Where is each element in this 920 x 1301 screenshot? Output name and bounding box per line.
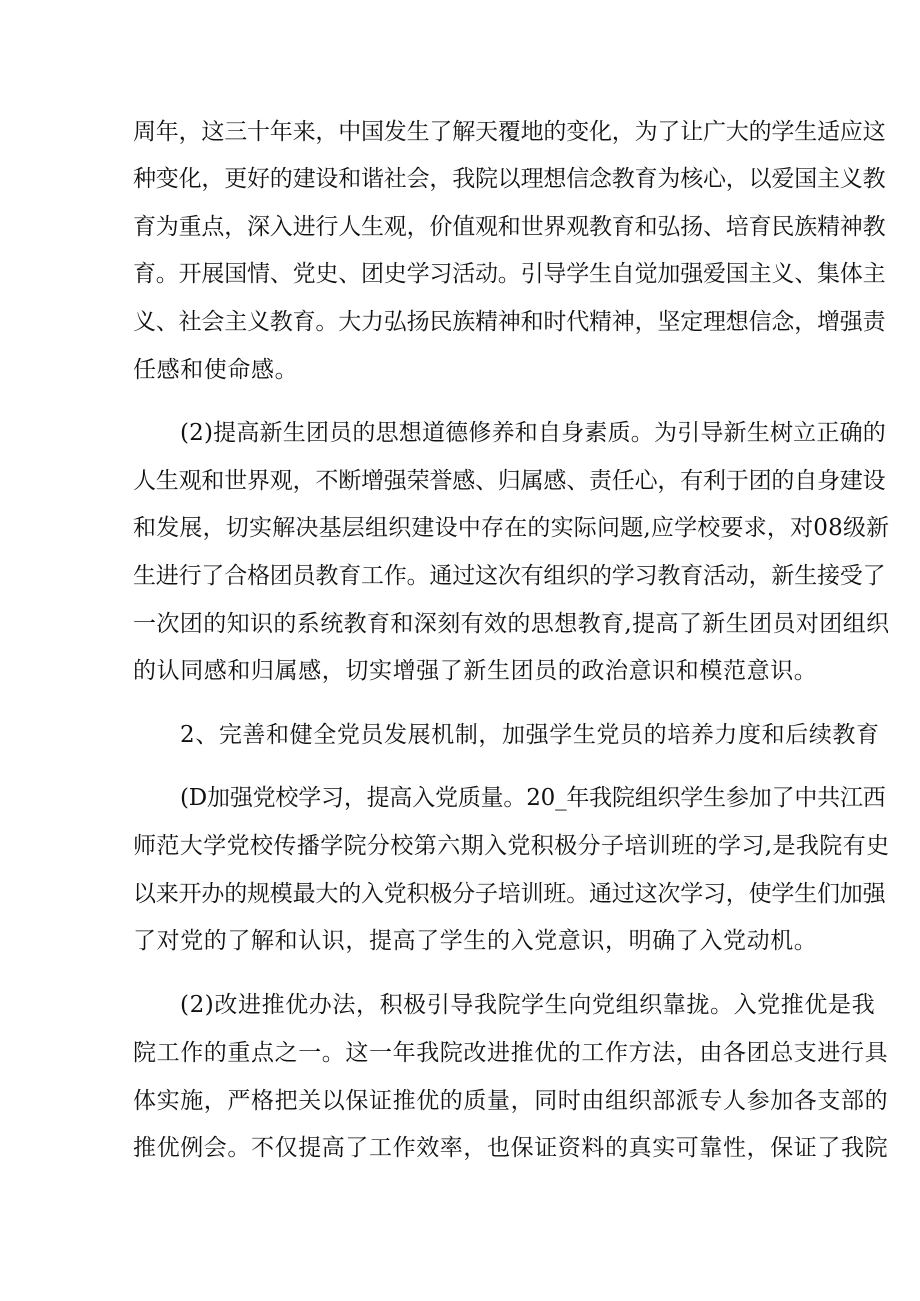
paragraph-1-line-3: 育为重点，深入进行人生观，价值观和世界观教育和弘扬、培育民族精神教 <box>133 214 886 240</box>
paragraph-1-line-1: 周年，这三十年来，中国发生了解天覆地的变化，为了让广大的学生适应这 <box>133 119 886 145</box>
paragraph-2-line-1: (2)提高新生团员的思想道德修养和自身素质。为引导新生树立正确的 <box>180 420 886 446</box>
paragraph-4-line-2: 院工作的重点之一。这一年我院改进推优的工作方法，由各团总支进行具 <box>133 1040 889 1066</box>
paragraph-1-line-5: 义、社会主义教育。大力弘扬民族精神和时代精神，坚定理想信念，增强责 <box>133 309 886 335</box>
paragraph-3-line-2: 师范大学党校传播学院分校第六期入党积极分子培训班的学习,是我院有史 <box>133 833 890 859</box>
paragraph-2-line-2: 人生观和世界观，不断增强荣誉感、归属感、责任心，有利于团的自身建设 <box>133 468 886 494</box>
paragraph-4-line-3: 体实施，严格把关以保证推优的质量，同时由组织部派专人参加各支部的 <box>133 1088 889 1114</box>
paragraph-3-line-1: (D加强党校学习，提高入党质量。20_年我院组织学生参加了中共江西 <box>180 785 886 811</box>
paragraph-2-line-5: 一次团的知识的系统教育和深刻有效的思想教育,提高了新生团员对团组织 <box>133 611 890 637</box>
paragraph-2-line-6: 的认同感和归属感，切实增强了新生团员的政治意识和模范意识。 <box>133 658 818 684</box>
paragraph-4-line-1: (2)改进推优办法，积极引导我院学生向党组织靠拢。入党推优是我 <box>180 992 876 1018</box>
paragraph-2-line-3: 和发展，切实解决基层组织建设中存在的实际问题,应学校要求，对08级新 <box>133 515 890 541</box>
paragraph-1-line-6: 任感和使命感。 <box>133 357 299 383</box>
section-heading: 2、完善和健全党员发展机制，加强学生党员的培养力度和后续教育 <box>180 722 880 748</box>
paragraph-1-line-2: 种变化，更好的建设和谐社会，我院以理想信念教育为核心，以爱国主义教 <box>133 166 886 192</box>
paragraph-3-line-3: 以来开办的规模最大的入党积极分子培训班。通过这次学习，使学生们加强 <box>133 881 886 907</box>
paragraph-2-line-4: 生进行了合格团员教育工作。通过这次有组织的学习教育活动，新生接受了 <box>133 563 886 589</box>
paragraph-1-line-4: 育。开展国情、党史、团史学习活动。引导学生自觉加强爱国主义、集体主 <box>133 261 886 287</box>
paragraph-3-line-4: 了对党的了解和认识，提高了学生的入党意识，明确了入党动机。 <box>133 928 818 954</box>
paragraph-4-line-4: 推优例会。不仅提高了工作效率，也保证资料的真实可靠性，保证了我院 <box>133 1135 889 1161</box>
